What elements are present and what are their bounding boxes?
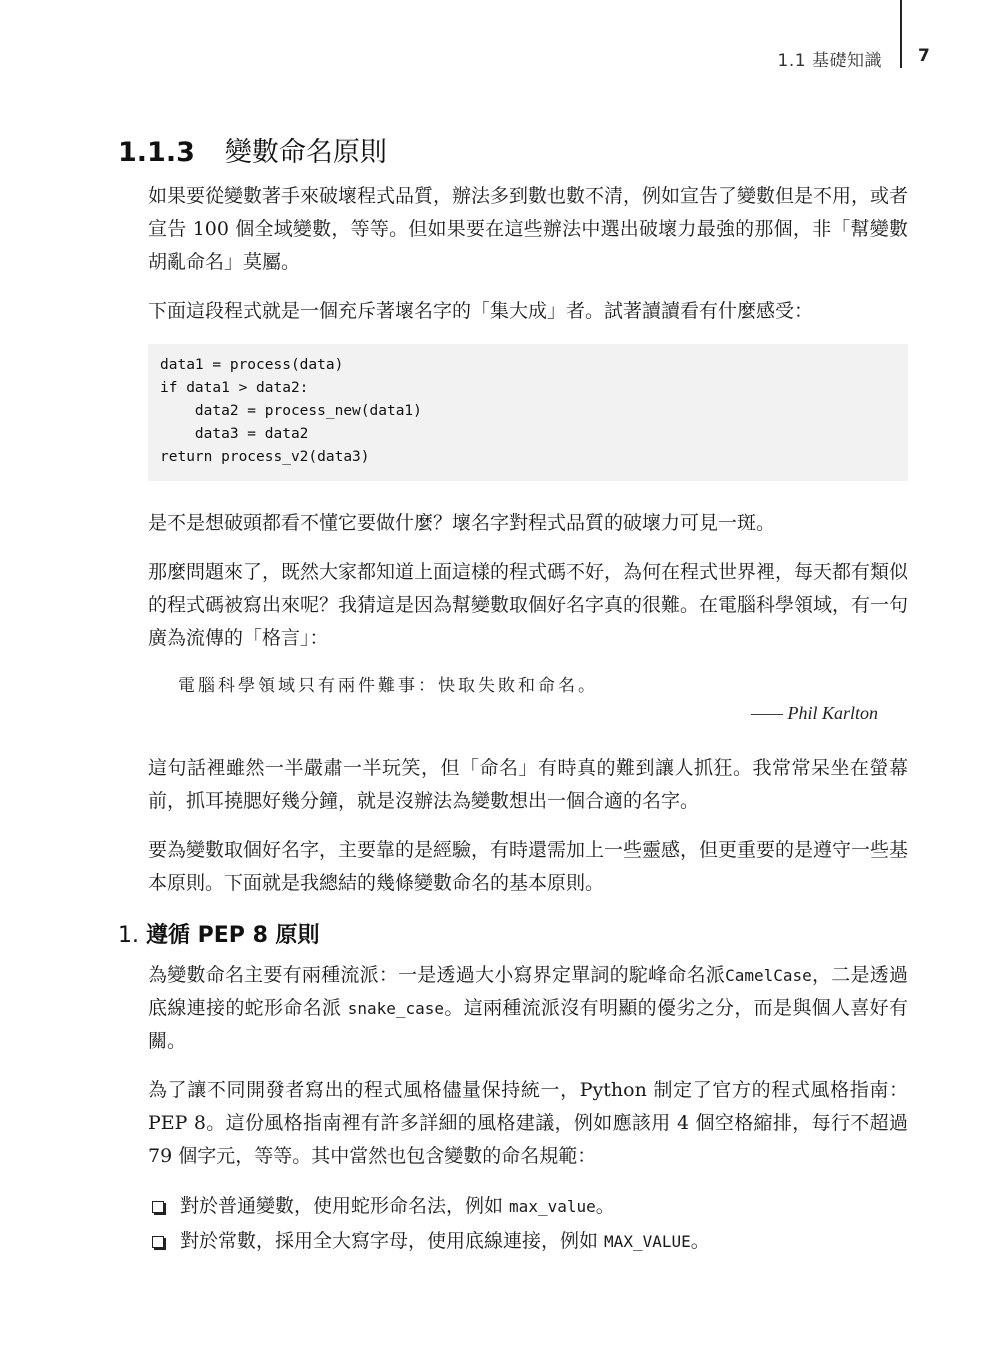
inline-code: max_value — [509, 1197, 596, 1216]
inline-code: MAX_VALUE — [604, 1232, 691, 1251]
page-body — [118, 180, 909, 1259]
checkbox-bullet-icon — [152, 1201, 164, 1213]
header-divider — [900, 0, 902, 68]
paragraph-code-lead: 下面這段程式就是一個充斥著壞名字的「集大成」者。試著讀讀看有什麼感受： — [148, 300, 814, 322]
list-item-text: 對於普通變數，使用蛇形命名法，例如 — [180, 1195, 510, 1217]
section-title: 變數命名原則 — [224, 137, 387, 168]
text-span: ，二是透過底線連接的蛇形命名派 — [148, 964, 908, 1019]
running-header — [0, 0, 1000, 70]
subsection-number: 1. — [118, 923, 139, 948]
list-item-tail: 。 — [690, 1230, 710, 1252]
code-line: data1 = process(data) — [160, 357, 344, 373]
naming-rules-list — [148, 1189, 908, 1259]
paragraph-question: 那麼問題來了，既然大家都知道上面這樣的程式碼不好，為何在程式世界裡，每天都有類似的程式碼被寫出來呢？我猜這是因為幫變數取個好名字真的很難。在電腦科學領域，有一句廣為流傳的「格言」： — [148, 561, 909, 649]
paragraph-naming-hard: 這句話裡雖然一半嚴肅一半玩笑，但「命名」有時真的難到讓人抓狂。我常常呆坐在螢幕前，抓耳撓腮好幾分鐘，就是沒辦法為變數想出一個合適的名字。 — [148, 757, 908, 812]
inline-code-camelcase: CamelCase — [725, 966, 812, 985]
code-block — [148, 344, 908, 481]
list-item — [148, 1224, 908, 1259]
paragraph-intro: 如果要從變數著手來破壞程式品質，辦法多到數也數不清，例如宣告了變數但是不用，或者宣告 100 個全域變數，等等。但如果要在這些辦法中選出破壞力最強的那個，非「幫變數胡亂命名」莫屬。 — [148, 185, 909, 273]
paragraph-principles: 要為變數取個好名字，主要靠的是經驗，有時還需加上一些靈感，但更重要的是遵守一些基本原則。下面就是我總結的幾條變數命名的基本原則。 — [148, 839, 909, 894]
code-line: return process_v2(data3) — [160, 449, 370, 465]
header-section-title: 1.1 基礎知識 — [777, 51, 882, 71]
paragraph-reaction: 是不是想破頭都看不懂它要做什麼？壞名字對程式品質的破壞力可見一斑。 — [148, 512, 776, 534]
subsection-heading — [118, 918, 908, 949]
list-item-tail: 。 — [595, 1195, 615, 1217]
inline-code-snake-case: snake_case — [347, 999, 445, 1018]
section-number: 1.1.3 — [118, 137, 195, 168]
code-line: data2 = process_new(data1) — [160, 403, 422, 419]
code-line: if data1 > data2: — [160, 380, 309, 396]
quote-attribution: —— Phil Karlton — [750, 703, 878, 723]
list-item-text: 對於常數，採用全大寫字母，使用底線連接，例如 — [180, 1230, 605, 1252]
subsection-title: 遵循 PEP 8 原則 — [146, 923, 320, 948]
text-span: 為變數命名主要有兩種流派：一是透過大小寫界定單詞的駝峰命名派 — [148, 964, 726, 986]
code-line: data3 = data2 — [160, 426, 309, 442]
paragraph-pep8: 為了讓不同開發者寫出的程式風格儘量保持統一，Python 制定了官方的程式風格指南：PEP 8。這份風格指南裡有許多詳細的風格建議，例如應該用 4 個空格縮排，每行不超過 79 個字元，等等。其中當然也包含變數的命名規範： — [148, 1079, 908, 1167]
section-heading — [118, 130, 387, 169]
checkbox-bullet-icon — [152, 1236, 164, 1248]
list-item — [148, 1189, 908, 1224]
text-span: 。這兩種流派沒有明顯的優劣之分，而是與個人喜好有關。 — [148, 997, 908, 1052]
page-number: 7 — [918, 46, 930, 66]
paragraph-naming-styles — [148, 959, 908, 1058]
quote-text: 電腦科學領域只有兩件難事：快取失敗和命名。 — [178, 676, 598, 696]
